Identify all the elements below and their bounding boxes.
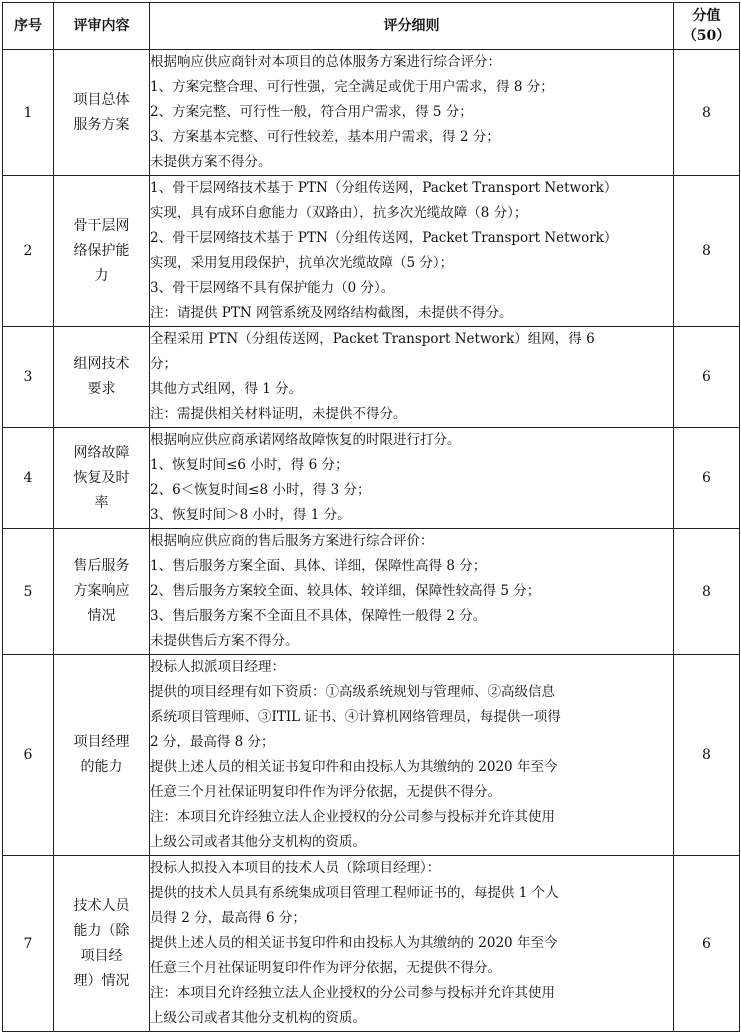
scoring-table [2, 2, 740, 1032]
row-number: 5 [3, 529, 54, 655]
detail-line: 提供上述人员的相关证书复印件和由投标人为其缴纳的 2020 年至今 [150, 759, 558, 775]
row-item [54, 856, 150, 1032]
detail-line: 系统项目管理师、③ITIL 证书、④计算机网络管理员，每提供一项得 [150, 709, 561, 725]
table-row [3, 428, 740, 529]
detail-line: 3、售后服务方案不全面且不具体，保障性一般得 2 分。 [150, 608, 487, 624]
row-detail [150, 50, 674, 176]
row-number: 2 [3, 176, 54, 327]
item-line: 理）情况 [73, 972, 130, 989]
detail-line: 提供的技术人员具有系统集成项目管理工程师证书的，每提供 1 个人 [150, 885, 559, 901]
detail-line: 注：需提供相关材料证明，未提供不得分。 [150, 406, 407, 422]
header-score-label: 分值 [692, 8, 721, 24]
row-detail [150, 529, 674, 655]
detail-line: 注：请提供 PTN 网管系统及网络结构截图，未提供不得分。 [150, 305, 513, 321]
header-no: 序号 [3, 3, 54, 50]
detail-line: 提供上述人员的相关证书复印件和由投标人为其缴纳的 2020 年至今 [150, 935, 558, 951]
item-line: 组网技术 [73, 356, 130, 372]
row-number: 6 [3, 655, 54, 856]
detail-line: 未提供售后方案不得分。 [150, 633, 299, 649]
row-score: 6 [674, 856, 740, 1032]
detail-line: 3、恢复时间＞8 小时，得 1 分。 [150, 507, 351, 523]
item-line: 项目总体 [73, 91, 130, 108]
header-score-total: （50） [682, 28, 731, 44]
detail-line: 1、骨干层网络技术基于 PTN（分组传送网，Packet Transport Network） [150, 180, 618, 196]
detail-line: 提供的项目经理有如下资质：①高级系统规划与管理师、②高级信息 [150, 684, 555, 700]
detail-line: 2、骨干层网络技术基于 PTN（分组传送网，Packet Transport Network） [150, 230, 618, 246]
item-line: 技术人员 [73, 897, 130, 914]
row-item [54, 50, 150, 176]
row-number: 1 [3, 50, 54, 176]
item-line: 要求 [87, 381, 116, 397]
detail-line: 1、方案完整合理、可行性强，完全满足或优于用户需求，得 8 分； [150, 79, 554, 95]
table-row [3, 50, 740, 176]
row-score: 8 [674, 176, 740, 327]
detail-line: 投标人拟派项目经理： [150, 659, 285, 675]
item-line: 情况 [87, 608, 116, 624]
detail-line: 实现，采用复用段保护，抗单次光缆故障（5 分）； [150, 255, 454, 271]
table-row [3, 529, 740, 655]
table-row [3, 655, 740, 856]
row-score: 8 [674, 529, 740, 655]
header-score [674, 3, 740, 50]
row-detail [150, 428, 674, 529]
detail-line: 根据响应供应商的售后服务方案进行综合评价： [150, 533, 434, 549]
table-row [3, 176, 740, 327]
detail-line: 根据响应供应商承诺网络故障恢复的时限进行打分。 [150, 432, 461, 448]
row-item [54, 529, 150, 655]
detail-line: 1、售后服务方案全面、具体、详细，保障性高得 8 分； [150, 558, 487, 574]
detail-line: 3、骨干层网络不具有保护能力（0 分）。 [150, 280, 395, 296]
row-score: 6 [674, 327, 740, 428]
header-item: 评审内容 [54, 3, 150, 50]
row-number: 4 [3, 428, 54, 529]
item-line: 能力（除 [73, 922, 130, 939]
detail-line: 任意三个月社保证明复印件作为评分依据，无提供不得分。 [150, 784, 501, 800]
detail-line: 注：本项目允许经独立法人企业授权的分公司参与投标并允许其使用 [150, 809, 555, 825]
table-row [3, 327, 740, 428]
row-detail [150, 856, 674, 1032]
detail-line: 投标人拟投入本项目的技术人员（除项目经理）： [150, 860, 441, 876]
item-line: 服务方案 [73, 116, 130, 133]
item-line: 力 [94, 267, 109, 284]
header-detail: 评分细则 [150, 3, 674, 50]
row-number: 3 [3, 327, 54, 428]
item-line: 网络故障 [73, 444, 130, 461]
detail-line: 上级公司或者其他分支机构的资质。 [150, 1010, 366, 1026]
item-line: 方案响应 [73, 583, 130, 599]
item-line: 项目经 [80, 947, 123, 964]
detail-line: 上级公司或者其他分支机构的资质。 [150, 834, 366, 850]
row-detail [150, 176, 674, 327]
row-item [54, 428, 150, 529]
detail-line: 未提供方案不得分。 [150, 154, 272, 170]
detail-line: 根据响应供应商针对本项目的总体服务方案进行综合评分： [150, 54, 501, 70]
table-header-row [3, 3, 740, 50]
table-row [3, 856, 740, 1032]
detail-line: 2、售后服务方案较全面、较具体、较详细，保障性较高得 5 分； [150, 583, 541, 599]
row-score: 8 [674, 655, 740, 856]
detail-line: 注：本项目允许经独立法人企业授权的分公司参与投标并允许其使用 [150, 985, 555, 1001]
detail-line: 全程采用 PTN（分组传送网，Packet Transport Network）组网，得 6 [150, 331, 595, 347]
item-line: 骨干层网 [73, 217, 130, 234]
detail-line: 分； [150, 356, 177, 372]
detail-line: 1、恢复时间≤6 小时，得 6 分； [150, 457, 349, 473]
detail-line: 员得 2 分，最高得 6 分； [150, 910, 306, 926]
row-score: 8 [674, 50, 740, 176]
detail-line: 任意三个月社保证明复印件作为评分依据，无提供不得分。 [150, 960, 501, 976]
detail-line: 3、方案基本完整、可行性较差，基本用户需求，得 2 分； [150, 129, 500, 145]
row-item [54, 327, 150, 428]
detail-line: 2、方案完整、可行性一般，符合用户需求，得 5 分； [150, 104, 473, 120]
detail-line: 实现，具有成环自愈能力（双路由），抗多次光缆故障（8 分）； [150, 205, 528, 221]
item-line: 络保护能 [73, 242, 130, 259]
item-line: 项目经理 [73, 734, 130, 750]
row-item [54, 176, 150, 327]
detail-line: 其他方式组网，得 1 分。 [150, 381, 303, 397]
row-item [54, 655, 150, 856]
row-detail [150, 327, 674, 428]
item-line: 售后服务 [73, 558, 130, 574]
item-line: 率 [94, 494, 109, 511]
row-number: 7 [3, 856, 54, 1032]
detail-line: 2、6＜恢复时间≤8 小时，得 3 分； [150, 482, 371, 498]
item-line: 恢复及时 [73, 469, 130, 486]
item-line: 的能力 [80, 759, 123, 775]
row-detail [150, 655, 674, 856]
detail-line: 2 分，最高得 8 分； [150, 734, 275, 750]
row-score: 6 [674, 428, 740, 529]
